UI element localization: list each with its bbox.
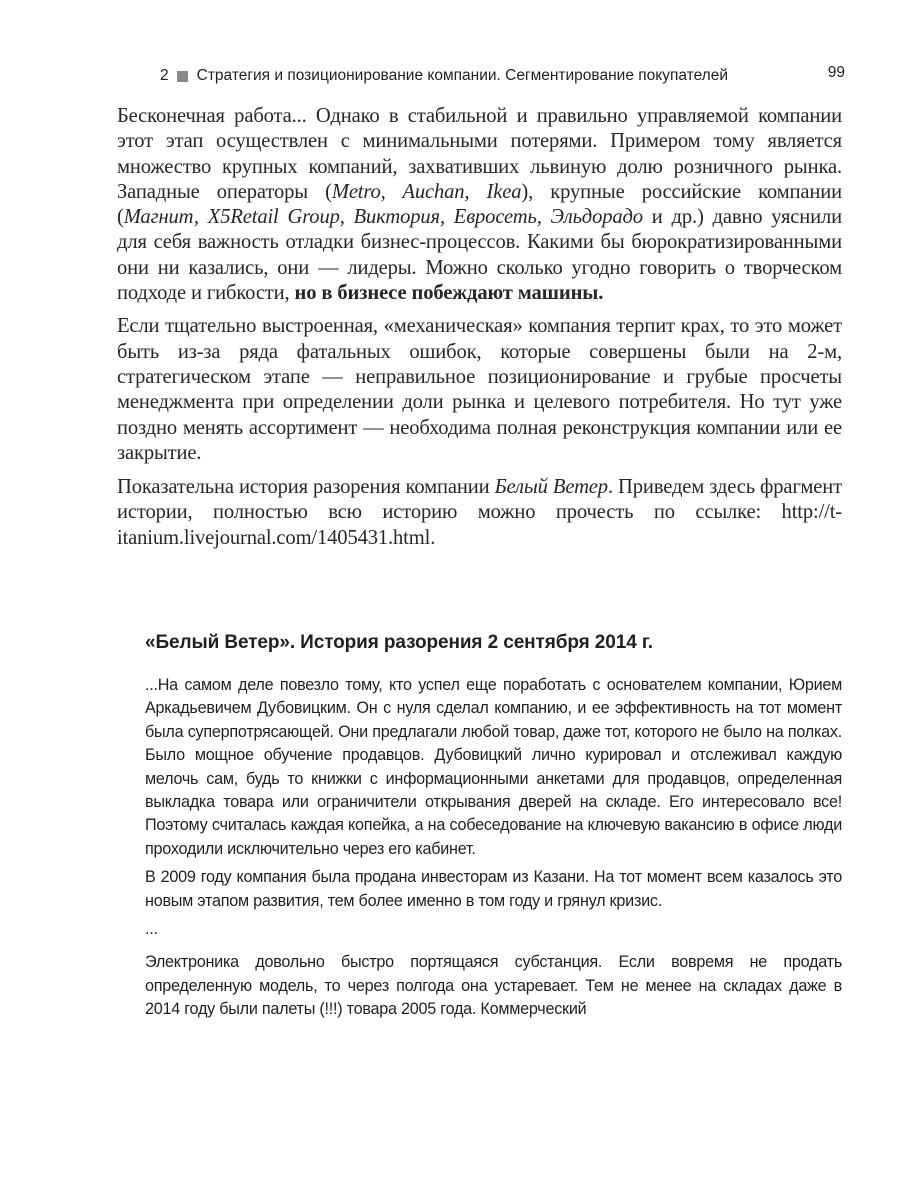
italic-company-names: Магнит, X5Retail Group, Виктория, Евросеть, Эльдорадо [123,206,643,229]
paragraph-3 [117,475,842,551]
chapter-title: Стратегия и позиционирование компании. Сегментирование покупателей [196,67,728,84]
case-paragraph-1: ...На самом деле повезло тому, кто успел еще поработать с основателем компании, Юрием Аркадьевичем Дубовицким. Он с нуля сделал компанию, и ее эффективность на тот момент была суперпотрясающей. Они предлагали любой товар, даже тот, которого не было на полках. Было мощное обучение продавцов. Дубовицкий лично курировал и отслеживал каждую мелочь сам, будь то книжки с информационными анкетами для продавцов, определенная выкладка товара или ограничители открывания дверей на складе. Его интересовало все! Поэтому считалась каждая копейка, а на собеседование на ключевую вакансию в офисе люди проходили исключительно через его кабинет. [145,676,842,858]
case-paragraph-3: Электроника довольно быстро портящаяся субстанция. Если вовремя не продать определенную модель, то через полгода она устаревает. Тем не менее на складах даже в 2014 году были палеты (!!!) товара 2005 года. Коммерческий [145,953,842,1019]
case-study-title: «Белый Ветер». История разорения 2 сентября 2014 г. [145,632,653,653]
square-marker-icon [177,71,188,82]
italic-company-name: Белый Ветер [494,476,608,499]
chapter-number: 2 [160,67,169,84]
text-run: ), крупные российские компании ( [117,180,843,229]
page-number: 99 [827,64,845,81]
running-head [160,64,845,88]
case-study-box [145,630,842,1027]
text-run: Бесконечная работа... Однако в стабильной и правильно управляемой компании этот этап осуществлен с минимальными потерями. Примером тому является множество крупных компаний, захвативших львиную долю розничного рынка. Западные операторы ( [117,105,842,203]
text-run: и др.) давно уяснили для себя важность отладки бизнес-процессов. Какими бы бюрократизированными они ни казались, они — лидеры. Можно сколько угодно говорить о творческом подходе и гибкости, [117,206,842,305]
bold-emphasis: но в бизнесе побеждают машины. [294,282,604,305]
paragraph-2: Если тщательно выстроенная, «механическая» компания терпит крах, то это может быть из-за ряда фатальных ошибок, которые совершены были на 2-м, стратегическом этапе — неправильное позиционирование и грубые просчеты менеджмента при определении доли рынка и целевого потребителя. Но тут уже поздно менять ассортимент — необходима полная реконструкция компании или ее закрытие. [117,315,842,464]
text-run-with-link: . Приведем здесь фрагмент истории, полностью всю историю можно прочесть по ссылке: http://t-itanium.livejournal.com/1405431.html. [117,476,843,549]
paragraph-1 [117,104,842,306]
italic-company-names: Metro, Auchan, Ikea [331,180,522,203]
case-ellipsis: ... [145,920,158,939]
case-paragraph-2: В 2009 году компания была продана инвесторам из Казани. На тот момент всем казалось это новым этапом развития, тем более именно в том году и грянул кризис. [145,868,842,910]
main-text [117,104,842,559]
text-run: Показательна история разорения компании [117,476,495,499]
